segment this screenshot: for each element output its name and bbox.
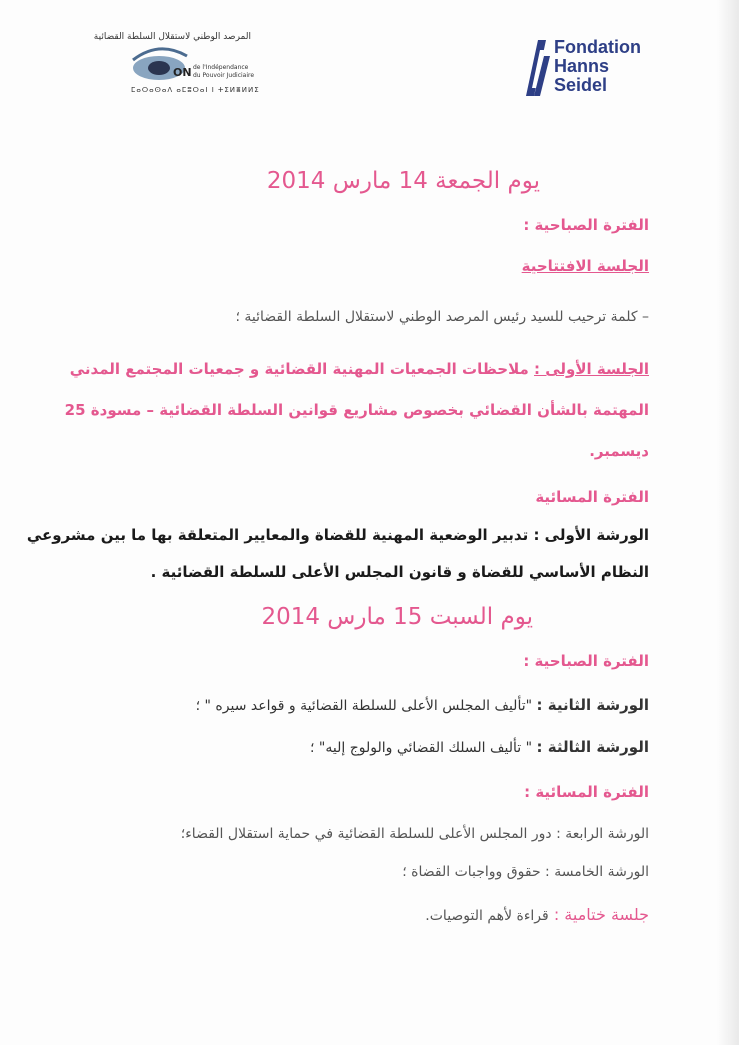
scan-edge-shadow [717,0,739,1045]
first-session-text-3: دیسمبر. [589,442,649,460]
workshop2-text: "تأليف المجلس الأعلى للسلطة القضائية و قواعد سيره " ؛ [195,698,533,714]
workshop4-text: الورشة الرابعة : دور المجلس الأعلى للسلطة القضائية في حماية استقلال القضاء؛ [180,826,649,842]
day1-welcome-item: – كلمة ترحيب للسيد رئيس المرصد الوطني لاستقلال السلطة القضائية ؛ [235,309,649,325]
workshop2-label: الورشة الثانية : [536,696,649,714]
closing-text: قراءة لأهم التوصيات. [425,908,549,924]
logo-org-name-ar: المرصد الوطني لاستقلال السلطة القضائية [93,32,251,42]
day2-evening-label: الفترة المسائية : [524,783,649,801]
workshop1-text-2: النظام الأساسي للقضاة و قانون المجلس الأعلى للسلطة القضائية . [150,563,649,581]
wordmark-line-3: Seidel [554,75,608,95]
day1-first-session-line-1 [70,360,649,378]
workshop3-text: " تأليف السلك القضائي والولوج إليه" ؛ [310,740,533,756]
day1-opening-session: الجلسة الافتتاحية [521,257,649,275]
workshop3-label: الورشة الثالثة : [536,738,649,756]
day2-title: يوم السبت 15 مارس 2014 [261,604,533,630]
observatoire-logo [93,30,260,100]
closing-line [425,905,649,924]
day1-evening-label: الفترة المسائية [535,488,649,506]
first-session-text-1: ملاحظات الجمعيات المهنية القضائية و جمعيات المجتمع المدني [69,360,529,378]
logo-org-name-fr-2: du Pouvoir Judiciaire [193,72,255,79]
hanns-seidel-logo [524,38,644,100]
workshop3-line [310,738,649,756]
hanns-seidel-wordmark [554,38,641,95]
wordmark-line-2: Hanns [554,56,610,76]
hanns-seidel-stripes-icon [524,38,554,98]
closing-label: جلسة ختامية : [553,905,649,924]
logo-acronym: ON [173,66,192,79]
day1-morning-label: الفترة الصباحية : [523,216,649,234]
day1-title: يوم الجمعة 14 مارس 2014 [266,168,540,194]
workshop1-text-1: الورشة الأولى : تدبير الوضعية المهنية للقضاة والمعايير المتعلقة بها ما بين مشروعي [26,526,649,544]
workshop2-line [196,696,649,714]
workshop5-text: الورشة الخامسة : حقوق وواجبات القضاة ؛ [402,864,649,880]
first-session-text-2: المهتمة بالشأن القضائي بخصوص مشاريع قوانين السلطة القضائية – مسودة 25 [64,401,649,419]
logo-org-name-tifinagh: ⵎⴰⵔⴰⵙⴰⴷ ⴰⵎⵓⵔⴰⵏ ⵏ ⵜⵉⵍⴻⵍⵍⵉ [131,86,260,94]
wordmark-line-1: Fondation [554,37,641,57]
first-session-label: الجلسة الأولى : [534,360,649,378]
logo-org-name-fr-1: de l'Indépendance [193,64,249,71]
day2-morning-label: الفترة الصباحية : [523,652,649,670]
